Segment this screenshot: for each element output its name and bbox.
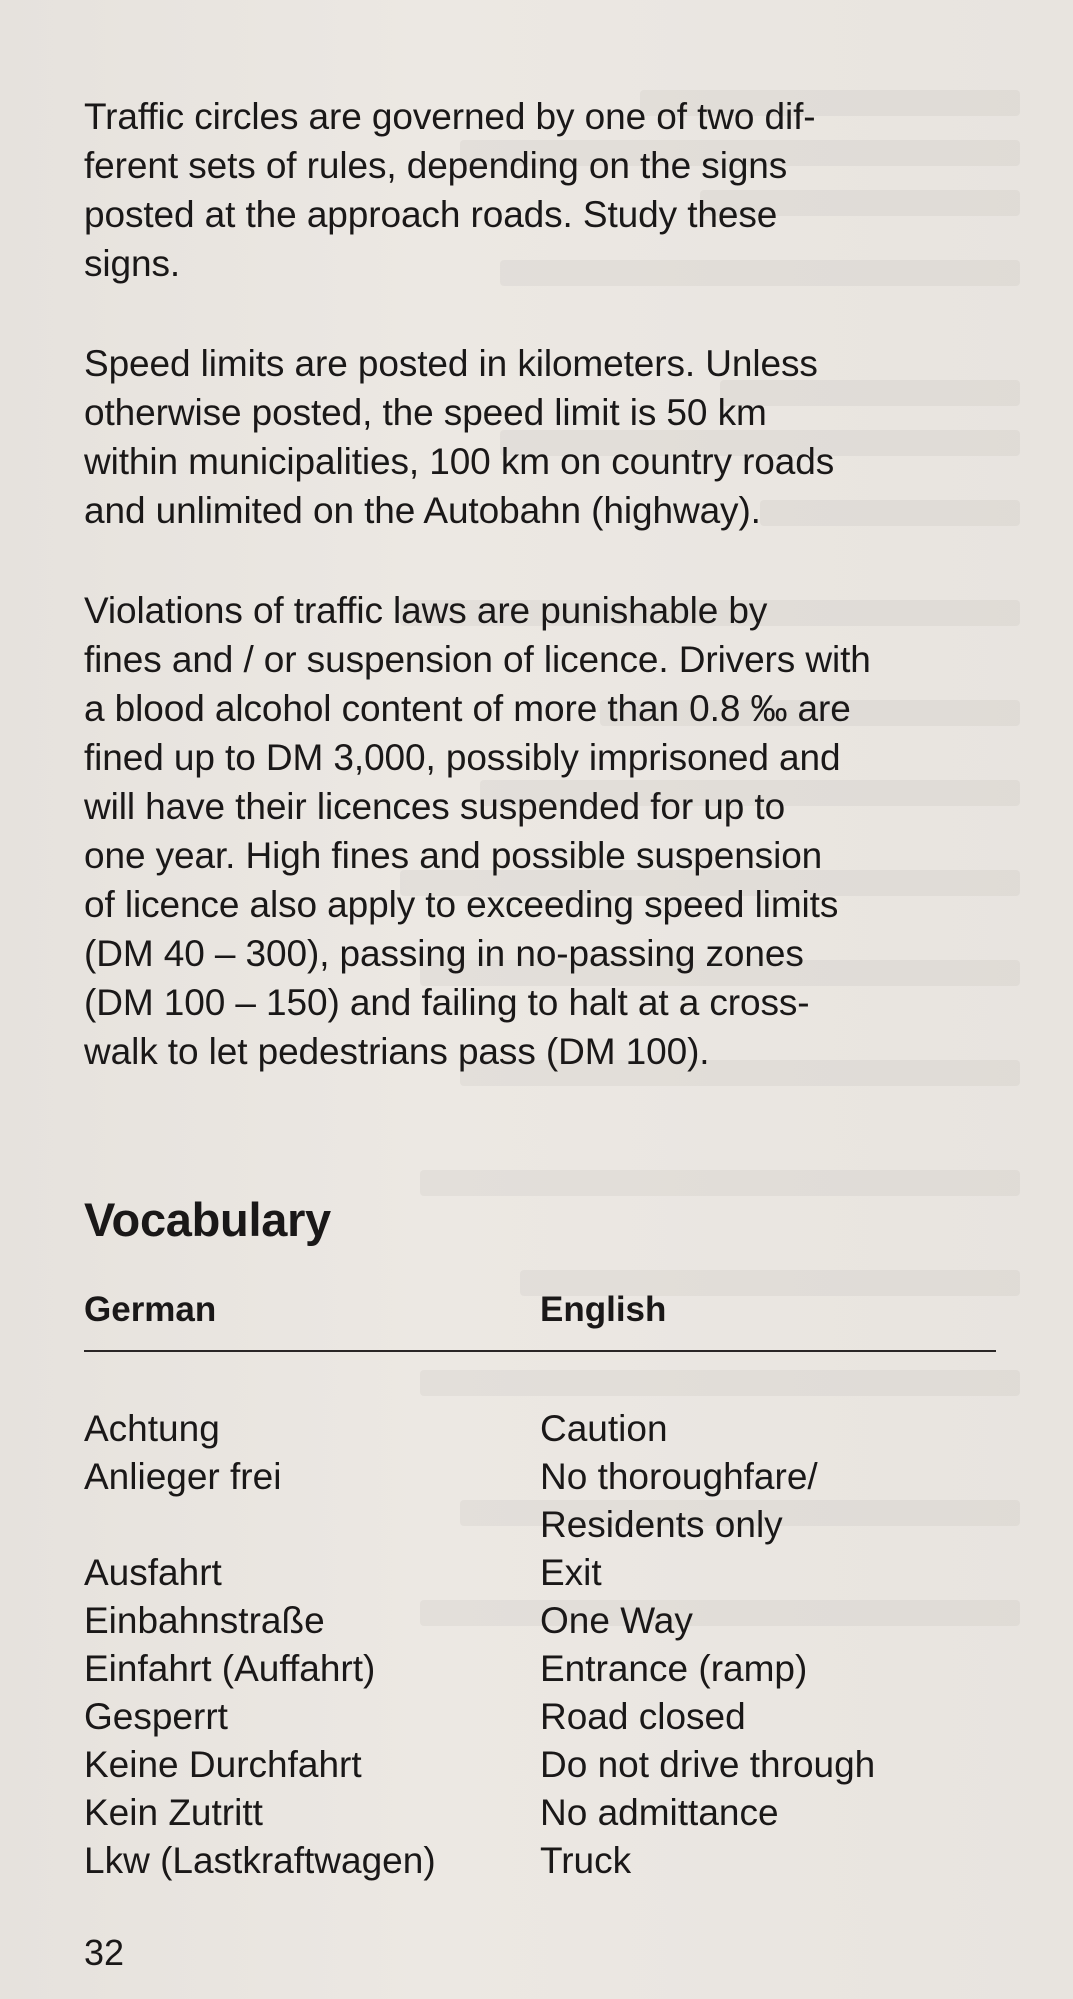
text-line: (DM 40 – 300), passing in no-passing zones bbox=[84, 933, 804, 974]
german-term: Lkw (Lastkraftwagen) bbox=[84, 1840, 436, 1881]
english-term bbox=[540, 1693, 996, 1741]
text-line: posted at the approach roads. Study these bbox=[84, 194, 778, 235]
english-term bbox=[540, 1549, 996, 1597]
page-number: 32 bbox=[84, 1932, 125, 1973]
vocabulary-heading: Vocabulary bbox=[84, 1193, 331, 1246]
vocabulary-row bbox=[84, 1789, 996, 1837]
vocabulary-header-row bbox=[84, 1290, 996, 1336]
text-line: Traffic circles are governed by one of two dif- bbox=[84, 96, 816, 137]
english-term-line: No thoroughfare/ bbox=[540, 1456, 818, 1497]
english-term bbox=[540, 1837, 996, 1885]
german-term: Anlieger frei bbox=[84, 1456, 282, 1497]
english-term-line: Residents only bbox=[540, 1504, 783, 1545]
german-term: Kein Zutritt bbox=[84, 1792, 263, 1833]
text-line: signs. bbox=[84, 243, 181, 284]
column-header-english: English bbox=[540, 1290, 667, 1329]
text-line: and unlimited on the Autobahn (highway). bbox=[84, 490, 761, 531]
vocabulary-row bbox=[84, 1693, 996, 1741]
text-line: will have their licences suspended for up to bbox=[84, 786, 786, 827]
vocabulary-row bbox=[84, 1837, 996, 1885]
paragraph-violations bbox=[84, 586, 994, 1076]
english-term bbox=[540, 1597, 996, 1645]
vocabulary-row bbox=[84, 1741, 996, 1789]
text-line: within municipalities, 100 km on country roads bbox=[84, 441, 835, 482]
vocabulary-row bbox=[84, 1597, 996, 1645]
english-term bbox=[540, 1645, 996, 1693]
english-term-line: Exit bbox=[540, 1552, 602, 1593]
text-line: walk to let pedestrians pass (DM 100). bbox=[84, 1031, 710, 1072]
german-term: Achtung bbox=[84, 1408, 220, 1449]
text-line: Violations of traffic laws are punishable by bbox=[84, 590, 768, 631]
english-term-line: Road closed bbox=[540, 1696, 746, 1737]
english-term-line: No admittance bbox=[540, 1792, 779, 1833]
german-term: Keine Durchfahrt bbox=[84, 1744, 362, 1785]
german-term: Einfahrt (Auffahrt) bbox=[84, 1648, 376, 1689]
text-line: otherwise posted, the speed limit is 50 km bbox=[84, 392, 767, 433]
english-term bbox=[540, 1741, 996, 1789]
english-term bbox=[540, 1789, 996, 1837]
english-term-line: Entrance (ramp) bbox=[540, 1648, 808, 1689]
vocabulary-row bbox=[84, 1453, 996, 1549]
english-term bbox=[540, 1405, 996, 1453]
german-term: Ausfahrt bbox=[84, 1552, 222, 1593]
vocabulary-row bbox=[84, 1549, 996, 1597]
text-line: Speed limits are posted in kilometers. Unless bbox=[84, 343, 818, 384]
text-line: (DM 100 – 150) and failing to halt at a cross- bbox=[84, 982, 810, 1023]
english-term-line: Caution bbox=[540, 1408, 668, 1449]
vocabulary-row bbox=[84, 1645, 996, 1693]
paragraph-speed-limits bbox=[84, 339, 994, 535]
german-term: Einbahnstraße bbox=[84, 1600, 325, 1641]
column-header-german: German bbox=[84, 1290, 217, 1329]
english-term bbox=[540, 1453, 996, 1549]
text-line: ferent sets of rules, depending on the signs bbox=[84, 145, 788, 186]
english-term-line: One Way bbox=[540, 1600, 693, 1641]
text-line: fined up to DM 3,000, possibly imprisoned and bbox=[84, 737, 841, 778]
vocabulary-table bbox=[84, 1290, 996, 1885]
text-line: fines and / or suspension of licence. Drivers with bbox=[84, 639, 871, 680]
english-term-line: Do not drive through bbox=[540, 1744, 876, 1785]
english-term-line: Truck bbox=[540, 1840, 632, 1881]
german-term: Gesperrt bbox=[84, 1696, 228, 1737]
text-line: of licence also apply to exceeding speed limits bbox=[84, 884, 839, 925]
header-divider bbox=[84, 1350, 996, 1352]
body-text bbox=[84, 92, 1004, 1127]
text-line: one year. High fines and possible suspension bbox=[84, 835, 823, 876]
vocabulary-row bbox=[84, 1405, 996, 1453]
text-line: a blood alcohol content of more than 0.8 ‰ are bbox=[84, 688, 851, 729]
paragraph-traffic-circles bbox=[84, 92, 994, 288]
